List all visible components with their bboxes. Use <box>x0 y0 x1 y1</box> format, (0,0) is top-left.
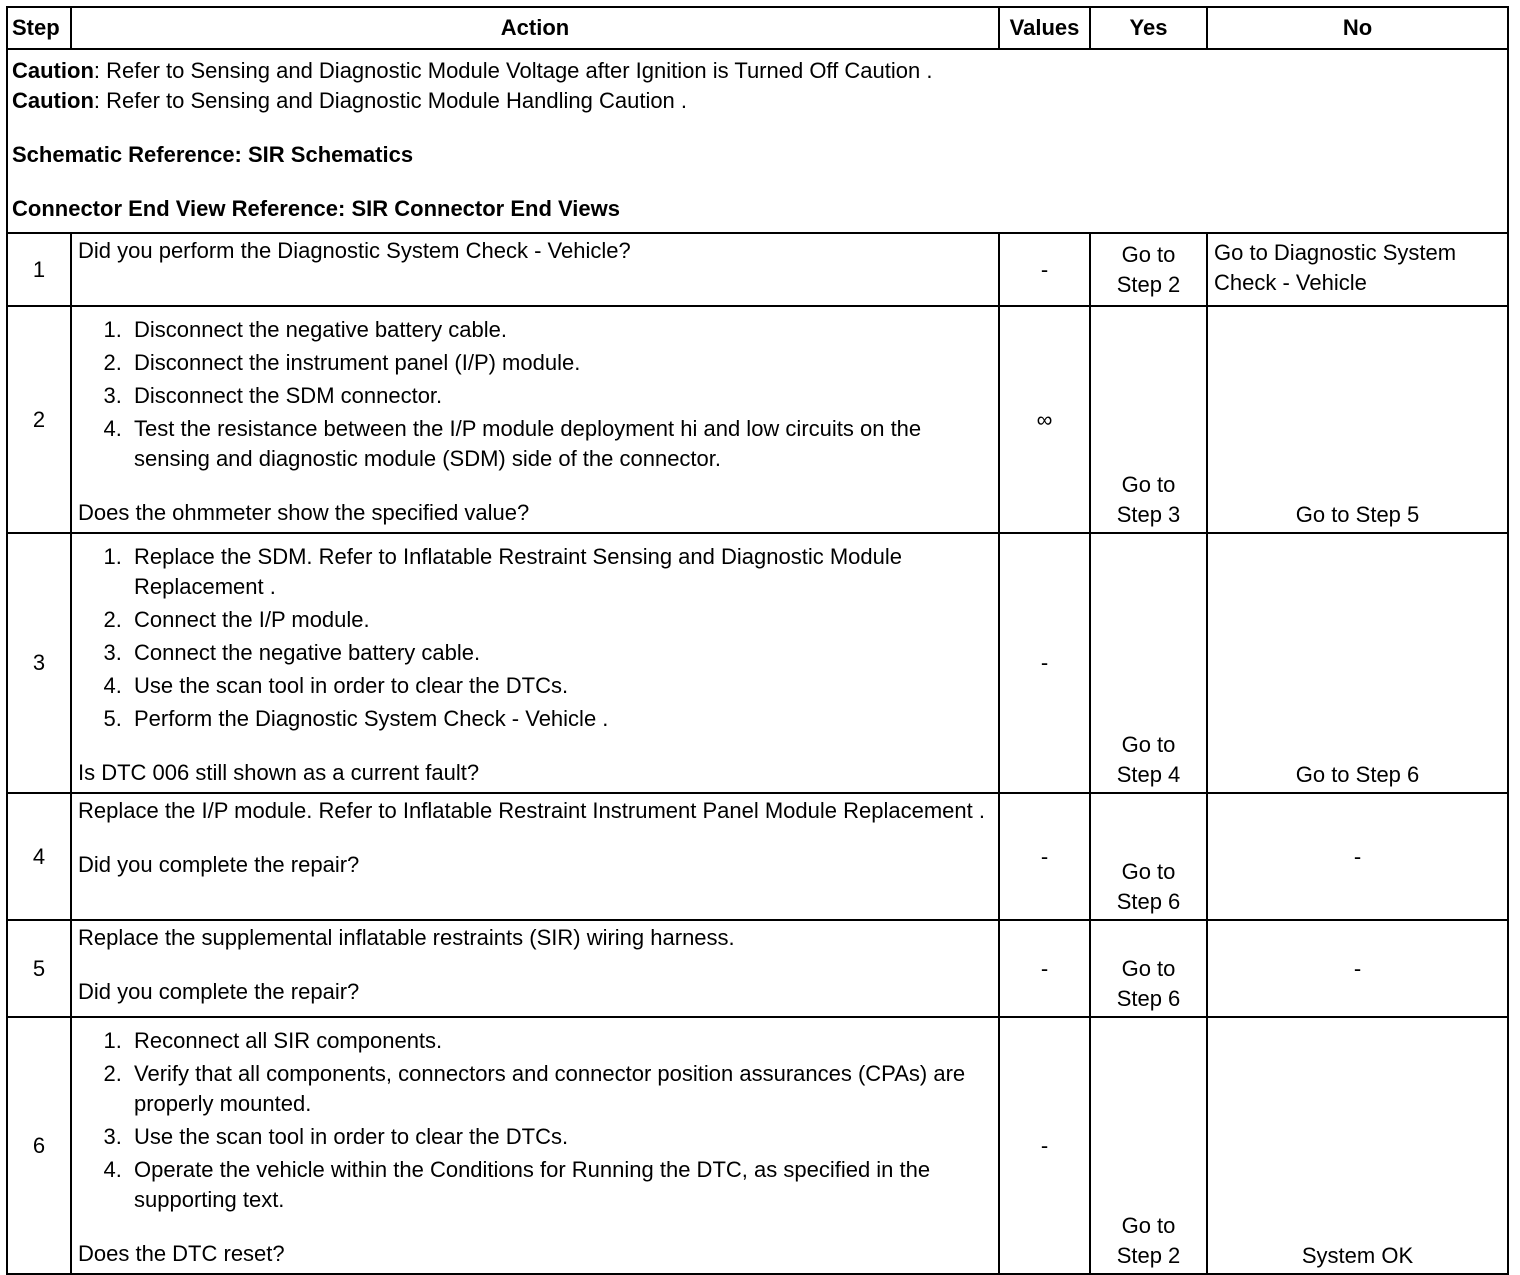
action-cell <box>71 920 999 1017</box>
no-cell: - <box>1207 920 1508 1017</box>
no-cell: - <box>1207 793 1508 920</box>
list-item: 2. Disconnect the instrument panel (I/P) module. <box>128 348 992 378</box>
table-row <box>7 306 1508 533</box>
value-cell: ∞ <box>999 306 1090 533</box>
diagnostic-table <box>6 6 1509 1275</box>
no-cell: System OK <box>1207 1017 1508 1274</box>
list-item: 2. Verify that all components, connectors and connector position assurances (CPAs) are properly mounted. <box>128 1059 992 1119</box>
action-list <box>78 315 992 474</box>
no-cell: Go to Diagnostic System Check - Vehicle <box>1207 233 1508 306</box>
question-text: Did you complete the repair? <box>78 979 360 1004</box>
step-number: 2 <box>7 306 71 533</box>
list-item: 4. Use the scan tool in order to clear the DTCs. <box>128 671 992 701</box>
no-cell: Go to Step 6 <box>1207 533 1508 793</box>
yes-cell: Go to Step 2 <box>1090 233 1207 306</box>
yes-cell: Go to Step 4 <box>1090 533 1207 793</box>
question-text: Does the ohmmeter show the specified value? <box>78 500 530 525</box>
table-row <box>7 233 1508 306</box>
action-text: Did you perform the Diagnostic System Check - Vehicle? <box>71 233 999 306</box>
step-number: 4 <box>7 793 71 920</box>
list-item: 4. Test the resistance between the I/P module deployment hi and low circuits on the sensing and diagnostic module (SDM) side of the connector. <box>128 414 992 474</box>
action-cell <box>71 306 999 533</box>
value-cell: - <box>999 233 1090 306</box>
value-cell: - <box>999 793 1090 920</box>
value-cell: - <box>999 920 1090 1017</box>
action-cell <box>71 1017 999 1274</box>
table-row <box>7 1017 1508 1274</box>
list-item: 1. Replace the SDM. Refer to Inflatable Restraint Sensing and Diagnostic Module Replacement . <box>128 542 992 602</box>
list-item: 4. Operate the vehicle within the Conditions for Running the DTC, as specified in the supporting text. <box>128 1155 992 1215</box>
list-item: 3. Use the scan tool in order to clear the DTCs. <box>128 1122 992 1152</box>
value-cell: - <box>999 1017 1090 1274</box>
header-no: No <box>1207 7 1508 49</box>
connector-reference: Connector End View Reference: SIR Connector End Views <box>12 196 620 221</box>
list-item: 5. Perform the Diagnostic System Check - Vehicle . <box>128 704 992 734</box>
list-item: 3. Disconnect the SDM connector. <box>128 381 992 411</box>
question-text: Does the DTC reset? <box>78 1241 285 1266</box>
step-number: 6 <box>7 1017 71 1274</box>
yes-cell: Go to Step 6 <box>1090 793 1207 920</box>
question-text: Did you complete the repair? <box>78 852 360 877</box>
list-item: 1. Disconnect the negative battery cable. <box>128 315 992 345</box>
caution-2-text: : Refer to Sensing and Diagnostic Module Handling Caution . <box>93 88 688 113</box>
header-yes: Yes <box>1090 7 1207 49</box>
header-row <box>7 7 1508 49</box>
no-cell: Go to Step 5 <box>1207 306 1508 533</box>
list-item: 1. Reconnect all SIR components. <box>128 1026 992 1056</box>
table-row <box>7 793 1508 920</box>
value-cell: - <box>999 533 1090 793</box>
header-action: Action <box>71 7 999 49</box>
question-text: Is DTC 006 still shown as a current fault? <box>78 760 480 785</box>
yes-cell: Go to Step 2 <box>1090 1017 1207 1274</box>
table-row <box>7 920 1508 1017</box>
caution-1 <box>12 56 1503 86</box>
header-step: Step <box>7 7 71 49</box>
list-item: 2. Connect the I/P module. <box>128 605 992 635</box>
caution-2-label: Caution <box>12 88 94 113</box>
action-list <box>78 542 992 734</box>
yes-cell: Go to Step 6 <box>1090 920 1207 1017</box>
step-number: 1 <box>7 233 71 306</box>
caution-2 <box>12 86 1503 116</box>
yes-cell: Go to Step 3 <box>1090 306 1207 533</box>
step-number: 5 <box>7 920 71 1017</box>
action-cell <box>71 533 999 793</box>
intro-row <box>7 49 1508 233</box>
action-cell <box>71 793 999 920</box>
table-row <box>7 533 1508 793</box>
schematic-reference: Schematic Reference: SIR Schematics <box>12 142 414 167</box>
action-text: Replace the supplemental inflatable restraints (SIR) wiring harness. <box>78 925 735 950</box>
step-number: 3 <box>7 533 71 793</box>
caution-1-label: Caution <box>12 58 94 83</box>
action-text: Replace the I/P module. Refer to Inflatable Restraint Instrument Panel Module Replacement . <box>78 798 985 823</box>
list-item: 3. Connect the negative battery cable. <box>128 638 992 668</box>
caution-1-text: : Refer to Sensing and Diagnostic Module Voltage after Ignition is Turned Off Caution . <box>93 58 933 83</box>
intro-cell <box>7 49 1508 233</box>
header-values: Values <box>999 7 1090 49</box>
action-list <box>78 1026 992 1215</box>
